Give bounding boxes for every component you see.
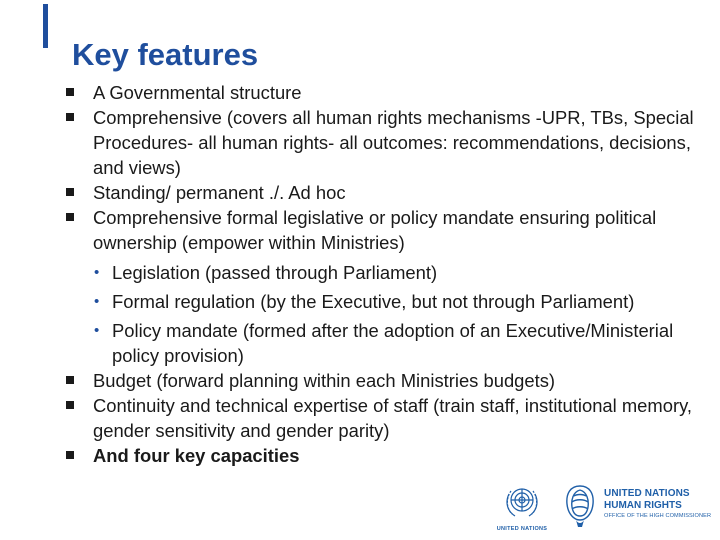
- sub-list-item-text: Legislation (passed through Parliament): [112, 262, 438, 283]
- list-item: [66, 393, 706, 443]
- list-item-text: Continuity and technical expertise of staff (train staff, institutional memory, gender sensitivity and gender parity): [93, 395, 693, 441]
- dot-bullet-icon: •: [94, 293, 100, 310]
- slide-title: Key features: [72, 37, 259, 72]
- footer-logos: [492, 478, 712, 536]
- sub-list-item: [93, 289, 706, 314]
- square-bullet-icon: [66, 401, 74, 409]
- ohchr-wordmark: [604, 487, 711, 521]
- square-bullet-icon: [66, 188, 74, 196]
- list-item: [66, 180, 706, 205]
- human-rights-logo-icon: [560, 480, 600, 530]
- list-item: [66, 105, 706, 180]
- list-item-text: Standing/ permanent ./. Ad hoc: [93, 182, 346, 203]
- square-bullet-icon: [66, 88, 74, 96]
- ohchr-line-2: HUMAN RIGHTS: [604, 500, 682, 511]
- bullet-list: [66, 80, 706, 468]
- list-item-text: Comprehensive formal legislative or policy mandate ensuring political ownership (empower within Ministries): [93, 207, 657, 253]
- un-emblem-icon: [502, 480, 542, 530]
- sub-list-item: [93, 260, 706, 285]
- list-item-text: A Governmental structure: [93, 82, 302, 103]
- list-item-text: Budget (forward planning within each Ministries budgets): [93, 370, 556, 391]
- list-item: [66, 368, 706, 393]
- dot-bullet-icon: •: [94, 264, 100, 281]
- title-accent-bar: [43, 4, 48, 48]
- square-bullet-icon: [66, 113, 74, 121]
- sub-list-item-text: Formal regulation (by the Executive, but not through Parliament): [112, 291, 635, 312]
- sub-list: [93, 260, 706, 368]
- ohchr-line-1: UNITED NATIONS: [604, 488, 690, 499]
- sub-list-item-text: Policy mandate (formed after the adoption of an Executive/Ministerial policy provision): [112, 320, 674, 366]
- list-item-text: Comprehensive (covers all human rights mechanisms -UPR, TBs, Special Procedures- all human rights- all outcomes: recommendations, decisions, and views): [93, 107, 694, 178]
- list-item-text: And four key capacities: [93, 445, 300, 466]
- list-item: [66, 80, 706, 105]
- ohchr-line-3: OFFICE OF THE HIGH COMMISSIONER: [604, 513, 712, 519]
- list-item: [66, 443, 706, 468]
- sub-list-item: [93, 318, 706, 368]
- list-item: [66, 205, 706, 368]
- un-caption: UNITED NATIONS: [496, 526, 548, 532]
- square-bullet-icon: [66, 376, 74, 384]
- dot-bullet-icon: •: [94, 322, 100, 339]
- square-bullet-icon: [66, 213, 74, 221]
- square-bullet-icon: [66, 451, 74, 459]
